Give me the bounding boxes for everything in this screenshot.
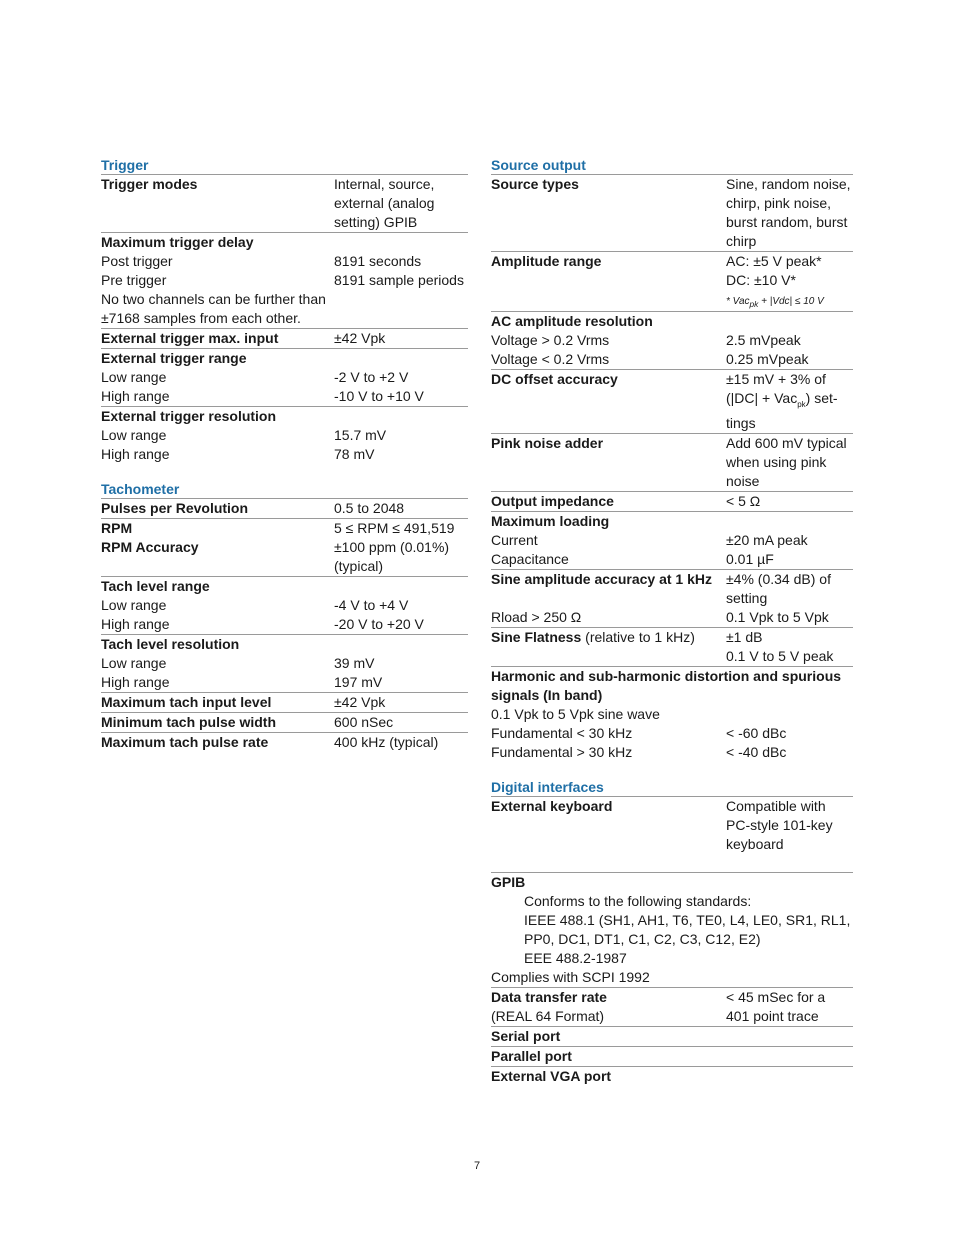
source-output-heading: Source output [491,156,853,175]
digital-interfaces-section: Digital interfaces External keyboard Compatible with PC-style 101-key keyboard GPIB Conforms to the following standards: IEEE 488.1 (SH1, AH1, T6, TE0, L4, LE0, SR1, RL1, PP0, DC1, DT1, C1, C2, C3, C12, E2) EEE 488.2-1987 Complies with SCPI 1992 Data transfer rate < 45 mSec for a (REAL 64 Format) 401 point trace Serial port Parallel port External VGA port [491,778,853,1086]
amplitude-footnote: * Vac$_{pk}$ + |Vdc| ≤ 10 V [726,296,824,309]
page-number: 7 [473,1160,481,1172]
source-output-section: Source output Source types Sine, random noise, chirp, pink noise, burst random, burst chirp Amplitude range AC: ±5 V peak* DC: ±10 V* * Vac$_{pk}$ + |Vdc| ≤ 10 V AC amplitude resolution Voltage > 0.2 Vrms 2.5 mVpeak Voltage < 0.2 Vrms 0.25 mVpeak DC offset accuracy ±15 mV + 3% of (|DC| + Vac$_{pk}$) set- tings Pink noise adder Add 600 mV typical when using pink noise Output impedance < 5 Ω Maximum loading Current ±20 mA peak Capacitance 0.01 µF Sine amplitude accuracy at 1 kHz ±4% (0.34 dB) of setting Rload > 250 Ω 0.1 Vpk to 5 Vpk Sine Flatness (relative to 1 kHz) ±1 dB 0.1 V to 5 V peak Harmonic and sub-harmonic distortion and spurious signals (In band) 0.1 Vpk to 5 Vpk sine wave Fundamental < 30 kHz < -60 dBc Fundamental > 30 kHz < -40 dBc [491,156,853,762]
trigger-modes-label: Trigger modes [101,176,198,192]
trigger-note: No two channels can be further than ±7168 samples from each other. [101,291,326,326]
max-trigger-delay-label: Maximum trigger delay [101,234,254,250]
trigger-heading: Trigger [101,156,468,175]
right-column [491,156,853,1102]
digital-interfaces-heading: Digital interfaces [491,778,853,797]
tachometer-section: Tachometer Pulses per Revolution 0.5 to 2048 RPM 5 ≤ RPM ≤ 491,519 RPM Accuracy ±100 ppm (0.01%) (typical) Tach level range Low range -4 V to +4 V High range -20 V to +20 V Tach level resolution Low range 39 mV High range 197 mV Maximum tach input level ±42 Vpk Minimum tach pulse width 600 nSec Maximum tach pulse rate 400 kHz (typical) [101,480,468,752]
harmonic-distortion-label: Harmonic and sub-harmonic distortion and spurious signals (In band) [491,667,842,703]
tachometer-heading: Tachometer [101,480,468,499]
left-column [101,156,468,768]
trigger-section: Trigger Trigger modes Internal, source, external (analog setting) GPIB Maximum trigger delay Post trigger 8191 seconds Pre trigger 8191 sample periods No two channels can be further than ±7168 samples from each other. External trigger max. input ±42 Vpk External trigger range Low range -2 V to +2 V High range -10 V to +10 V External trigger resolution Low range 15.7 mV High range 78 mV [101,156,468,464]
trigger-modes-value: Internal, source, external (analog setting) GPIB [334,176,435,230]
